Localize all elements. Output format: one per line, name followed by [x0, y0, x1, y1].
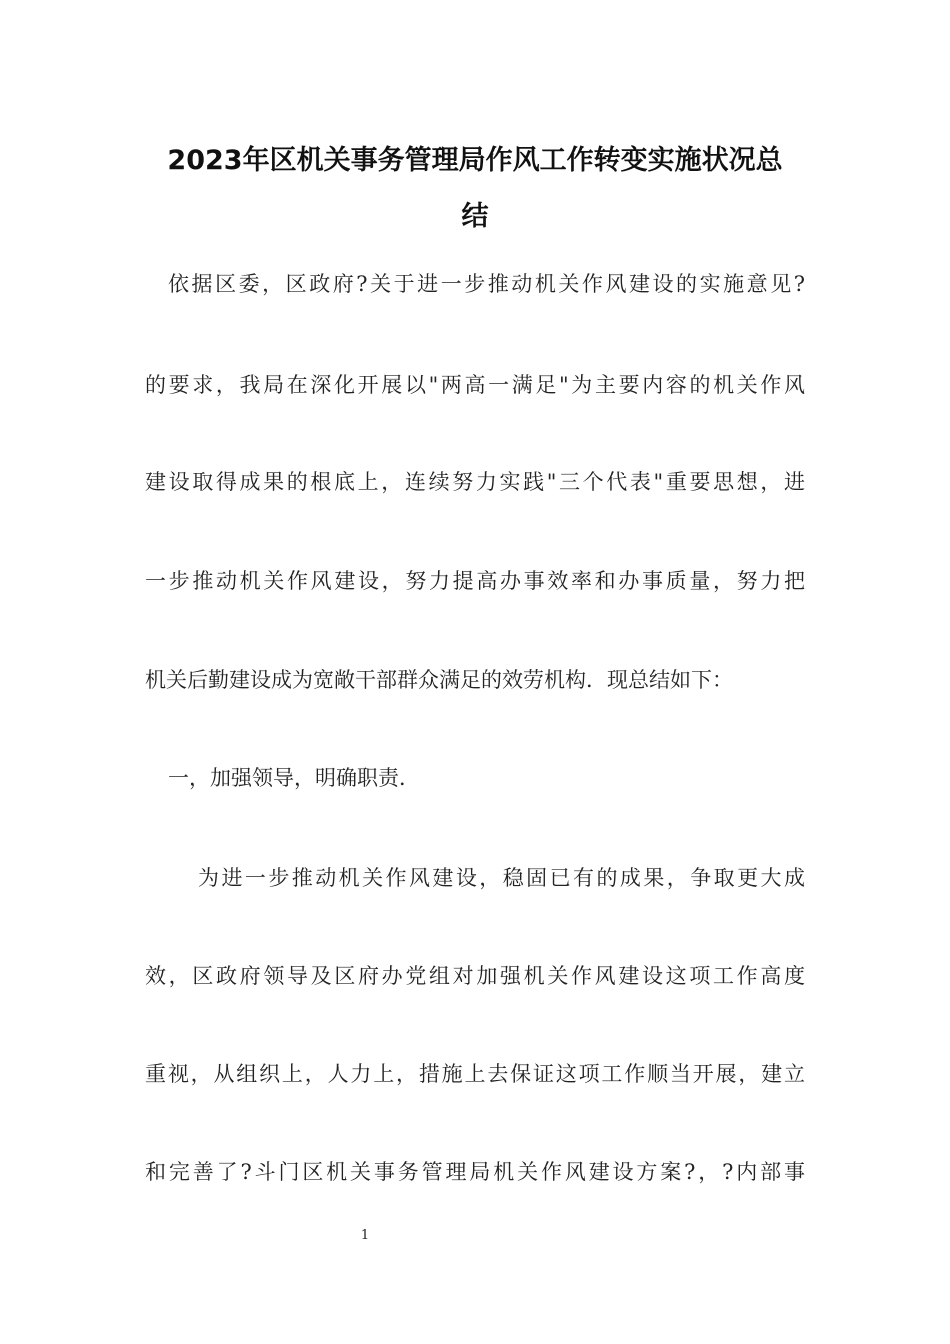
paragraph-1-line-5: 机关后勤建设成为宽敞干部群众满足的效劳机构．现总结如下：: [145, 668, 733, 692]
paragraph-1-line-4: 一步推动机关作风建设，努力提高办事效率和办事质量，努力把: [145, 569, 805, 593]
paragraph-1-line-3: 建设取得成果的根底上，连续努力实践"三个代表"重要思想，进: [145, 470, 805, 494]
section-heading-1: 一，加强领导，明确职责．: [168, 766, 420, 790]
page-number: 1: [360, 1228, 370, 1243]
document-title-line-2: 结: [461, 201, 489, 232]
paragraph-1-line-2: 的要求，我局在深化开展以"两高一满足"为主要内容的机关作风: [145, 373, 805, 397]
paragraph-1-line-1: 依据区委，区政府?关于进一步推动机关作风建设的实施意见?: [168, 272, 805, 296]
document-title-line-1: 2023年区机关事务管理局作风工作转变实施状况总: [167, 145, 783, 176]
paragraph-2-line-1: 为进一步推动机关作风建设，稳固已有的成果，争取更大成: [198, 866, 805, 890]
paragraph-2-line-3: 重视，从组织上，人力上，措施上去保证这项工作顺当开展，建立: [145, 1062, 805, 1086]
paragraph-2-line-2: 效，区政府领导及区府办党组对加强机关作风建设这项工作高度: [145, 964, 805, 988]
paragraph-2-line-4: 和完善了?斗门区机关事务管理局机关作风建设方案?，?内部事: [145, 1160, 805, 1184]
